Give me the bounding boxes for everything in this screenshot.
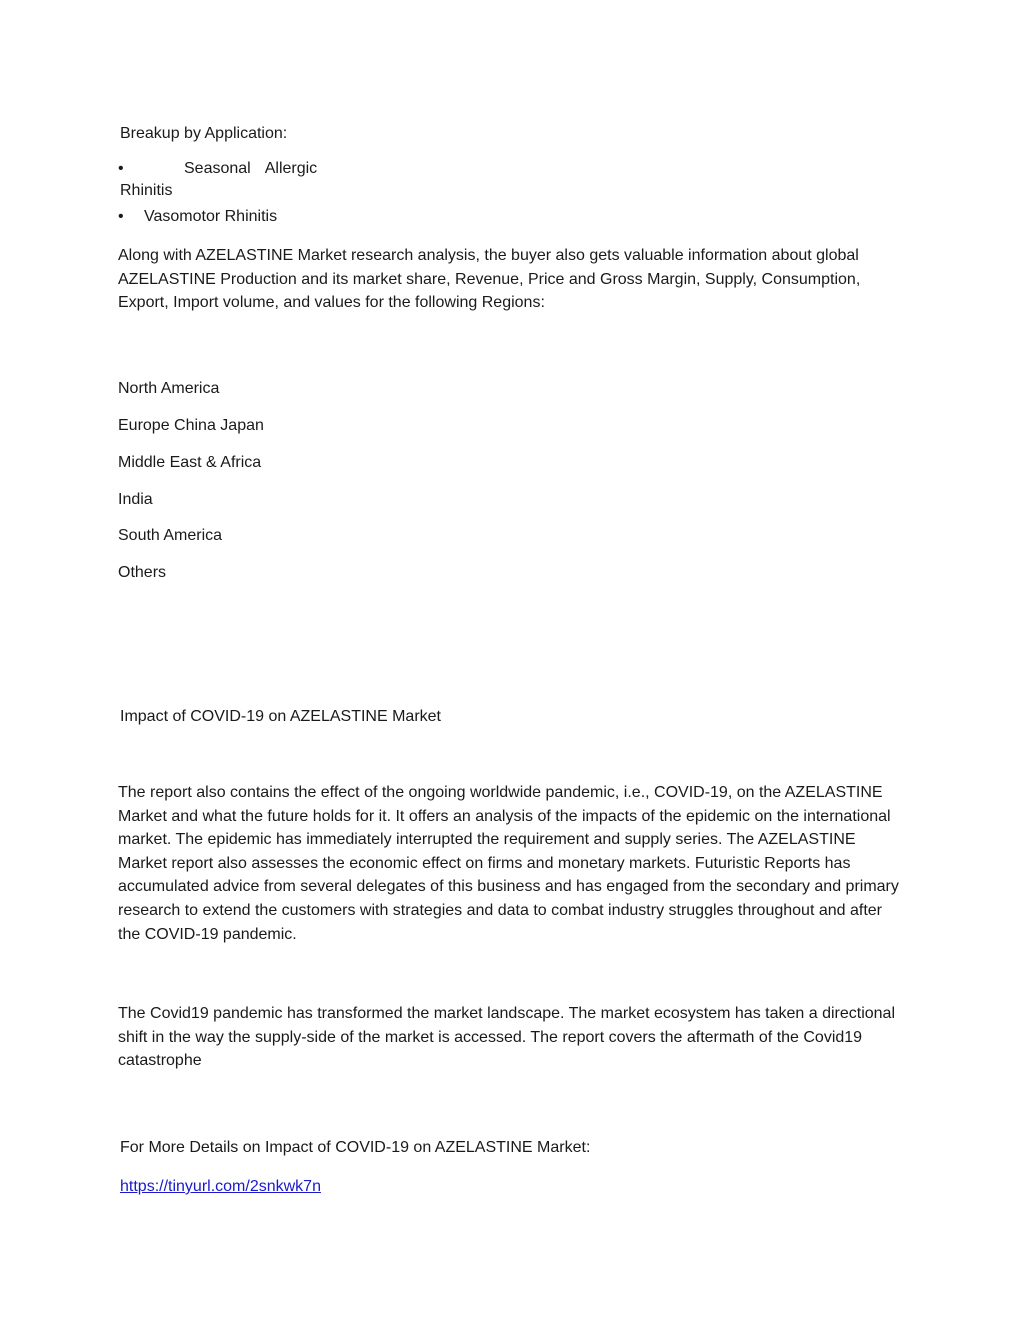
region-item: Europe China Japan (118, 417, 264, 434)
covid-heading: Impact of COVID-19 on AZELASTINE Market (120, 708, 441, 725)
bullet-item-vasomotor (118, 206, 277, 228)
covid-paragraph-2: The Covid19 pandemic has transformed the market landscape. The market ecosystem has taken a directional shift in the way the supply-side of the market is accessed. The report covers the aftermath of the Covid19 catastrophe (118, 1005, 895, 1070)
bullet-item-continuation: Rhinitis (120, 182, 173, 199)
region-item: North America (118, 380, 220, 397)
region-item: Others (118, 564, 167, 581)
bullet-word-1: Seasonal (184, 160, 251, 177)
details-link[interactable]: https://tinyurl.com/2snkwk7n (120, 1178, 321, 1195)
bullet-item-label: Vasomotor Rhinitis (144, 208, 278, 225)
covid-paragraph-1: The report also contains the effect of the ongoing worldwide pandemic, i.e., COVID-19, on the AZELASTINE Market and what the future holds for it. It offers an analysis of the impacts of the epidemic on the international market. The epidemic has immediately interrupted the requirement and supply series. The AZELASTINE Market report also assesses the economic effect on firms and monetary markets. Futuristic Reports has accumulated advice from several delegates of this business and has engaged from the secondary and primary research to extend the customers with strategies and data to combat industry struggles throughout and after the COVID-19 pandemic. (118, 784, 899, 943)
details-link-line (120, 1175, 321, 1199)
application-heading: Breakup by Application: (120, 125, 288, 142)
bullet-item-seasonal-allergic (118, 158, 317, 180)
regions-intro-paragraph: Along with AZELASTINE Market research analysis, the buyer also gets valuable information about global AZELASTINE Production and its market share, Revenue, Price and Gross Margin, Supply, Consumption, Export, Import volume, and values for the following Regions: (118, 247, 861, 312)
region-item: Middle East & Africa (118, 454, 262, 471)
region-item: India (118, 491, 153, 508)
more-details-label: For More Details on Impact of COVID-19 on AZELASTINE Market: (120, 1139, 591, 1156)
bullet-icon: • (118, 160, 124, 177)
region-item: South America (118, 527, 223, 544)
bullet-icon: • (118, 208, 124, 225)
bullet-word-2: Allergic (264, 160, 318, 177)
